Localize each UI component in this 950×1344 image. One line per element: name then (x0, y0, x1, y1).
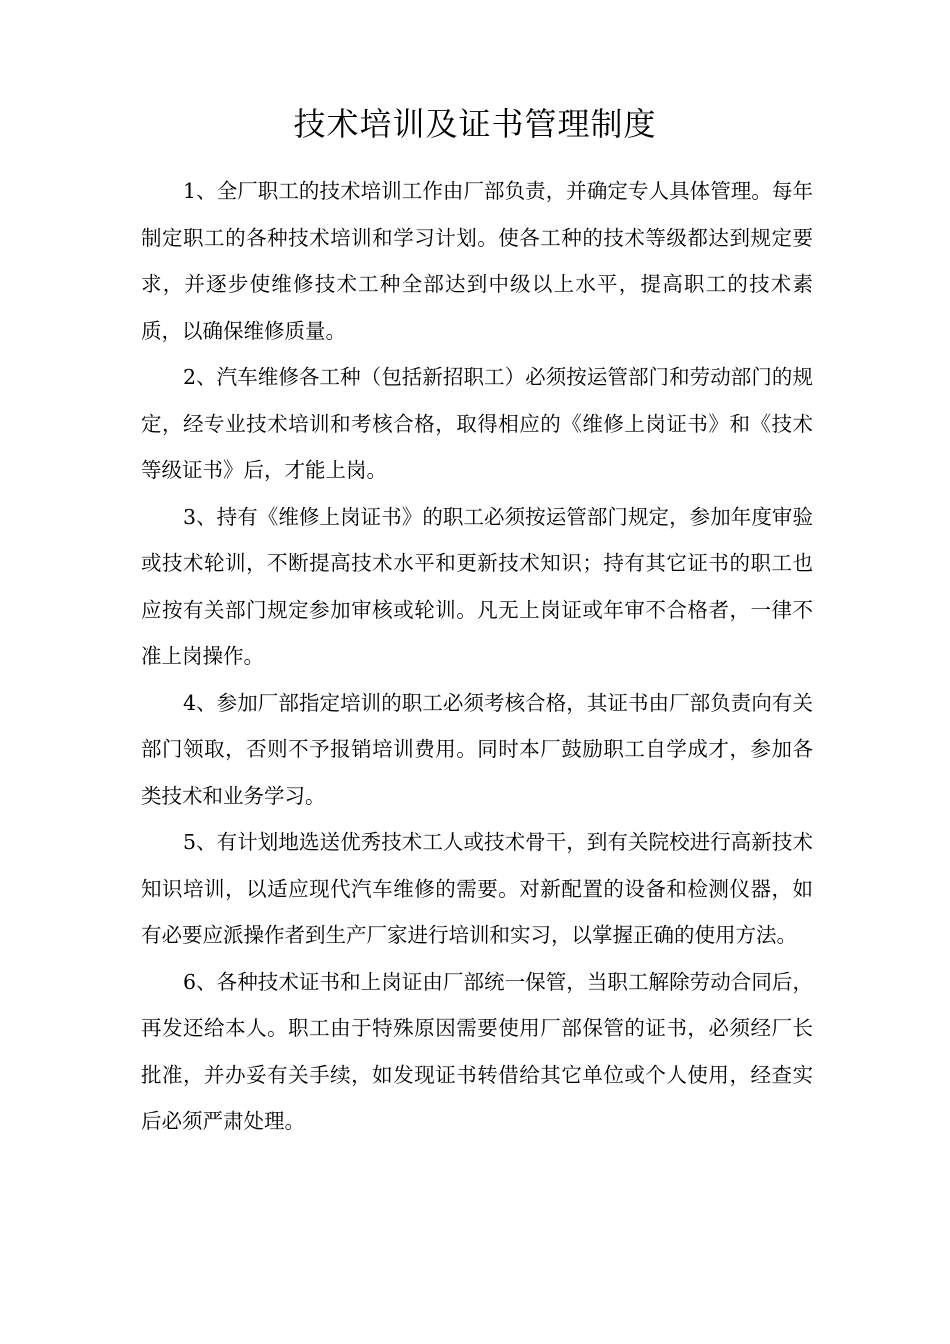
paragraph-5: 5、有计划地选送优秀技术工人或技术骨干，到有关院校进行高新技术知识培训，以适应现代汽车维修的需要。对新配置的设备和检测仪器，如有必要应派操作者到生产厂家进行培训和实习，以掌握正确的使用方法。 (141, 830, 813, 947)
paragraph-2: 2、汽车维修各工种（包括新招职工）必须按运管部门和劳动部门的规定，经专业技术培训和考核合格，取得相应的《维修上岗证书》和《技术等级证书》后，才能上岗。 (141, 365, 813, 482)
document-title: 技术培训及证书管理制度 (293, 105, 657, 143)
document-body (141, 168, 813, 1145)
paragraph-6: 6、各种技术证书和上岗证由厂部统一保管，当职工解除劳动合同后，再发还给本人。职工由于特殊原因需要使用厂部保管的证书，必须经厂长批准，并办妥有关手续，如发现证书转借给其它单位或个人使用，经查实后必须严肃处理。 (141, 969, 813, 1133)
paragraph-4: 4、参加厂部指定培训的职工必须考核合格，其证书由厂部负责向有关部门领取，否则不予报销培训费用。同时本厂鼓励职工自学成才，参加各类技术和业务学习。 (141, 690, 813, 808)
paragraph-1: 1、全厂职工的技术培训工作由厂部负责，并确定专人具体管理。每年制定职工的各种技术培训和学习计划。使各工种的技术等级都达到规定要求，并逐步使维修技术工种全部达到中级以上水平，提高职工的技术素质，以确保维修质量。 (141, 179, 813, 343)
paragraph-3: 3、持有《维修上岗证书》的职工必须按运管部门规定，参加年度审验或技术轮训，不断提高技术水平和更新技术知识；持有其它证书的职工也应按有关部门规定参加审核或轮训。凡无上岗证或年审不合格者，一律不准上岗操作。 (141, 504, 813, 668)
